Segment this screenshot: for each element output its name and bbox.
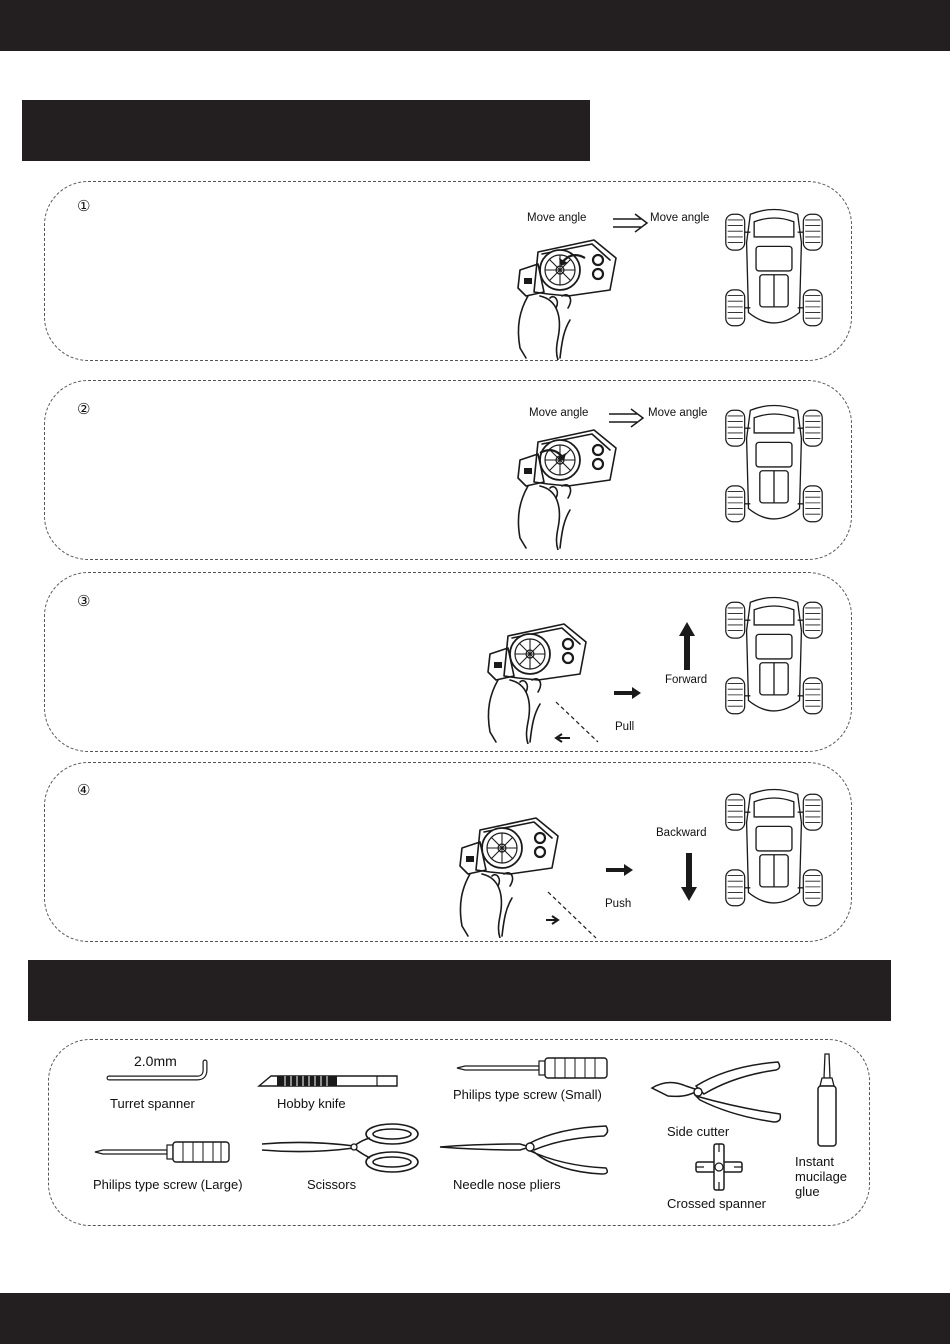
crossed-spanner-label: Crossed spanner: [667, 1196, 766, 1211]
pull-direction-icon: [552, 698, 602, 744]
rc-car-icon: [722, 782, 826, 918]
move-angle-label: Move angle: [650, 212, 710, 224]
move-angle-label: Move angle: [527, 212, 587, 224]
pull-label: Pull: [615, 721, 635, 733]
turret-spanner-label: Turret spanner: [110, 1096, 195, 1111]
needle-nose-pliers-label: Needle nose pliers: [453, 1177, 561, 1192]
hobby-knife-label: Hobby knife: [277, 1096, 346, 1111]
section-header-steering: [22, 100, 590, 161]
rotate-arrow-icon: [538, 443, 568, 463]
step-number: ②: [77, 400, 91, 418]
rotate-arrow-icon: [557, 248, 587, 268]
philips-large-label: Philips type screw (Large): [93, 1177, 243, 1192]
arrow-right-icon: [606, 863, 634, 877]
push-label: Push: [605, 898, 632, 910]
glue-label: Instant mucilage glue: [795, 1154, 848, 1199]
hobby-knife-icon: [257, 1070, 401, 1092]
step-number: ④: [77, 781, 91, 799]
side-cutter-icon: [648, 1058, 786, 1128]
arrow-up-icon: [679, 622, 695, 670]
backward-label: Backward: [656, 827, 707, 839]
move-angle-label: Move angle: [648, 407, 708, 419]
turret-spanner-icon: [107, 1060, 211, 1088]
philips-screwdriver-large-icon: [93, 1140, 233, 1164]
forward-label: Forward: [665, 674, 708, 686]
step-number: ①: [77, 197, 91, 215]
move-angle-label: Move angle: [529, 407, 589, 419]
arrow-down-icon: [681, 853, 697, 901]
crossed-spanner-icon: [694, 1142, 744, 1192]
philips-small-label: Philips type screw (Small): [453, 1087, 602, 1102]
rc-car-icon: [722, 590, 826, 726]
glue-bottle-icon: [814, 1052, 840, 1148]
top-bar: [0, 0, 950, 51]
scissors-icon: [258, 1120, 422, 1176]
side-cutter-label: Side cutter: [667, 1124, 730, 1139]
philips-screwdriver-small-icon: [455, 1056, 609, 1080]
section-header-tools: [28, 960, 891, 1021]
push-direction-icon: [544, 888, 600, 940]
wrench-size-label: 2.0mm: [134, 1053, 177, 1069]
bottom-bar: [0, 1293, 950, 1344]
rc-car-icon: [722, 398, 826, 534]
needle-nose-pliers-icon: [438, 1122, 612, 1176]
step-number: ③: [77, 592, 91, 610]
remote-transmitter-icon: [498, 420, 628, 550]
arrow-right-icon: [614, 686, 642, 700]
scissors-label: Scissors: [307, 1177, 357, 1192]
rc-car-icon: [722, 202, 826, 338]
